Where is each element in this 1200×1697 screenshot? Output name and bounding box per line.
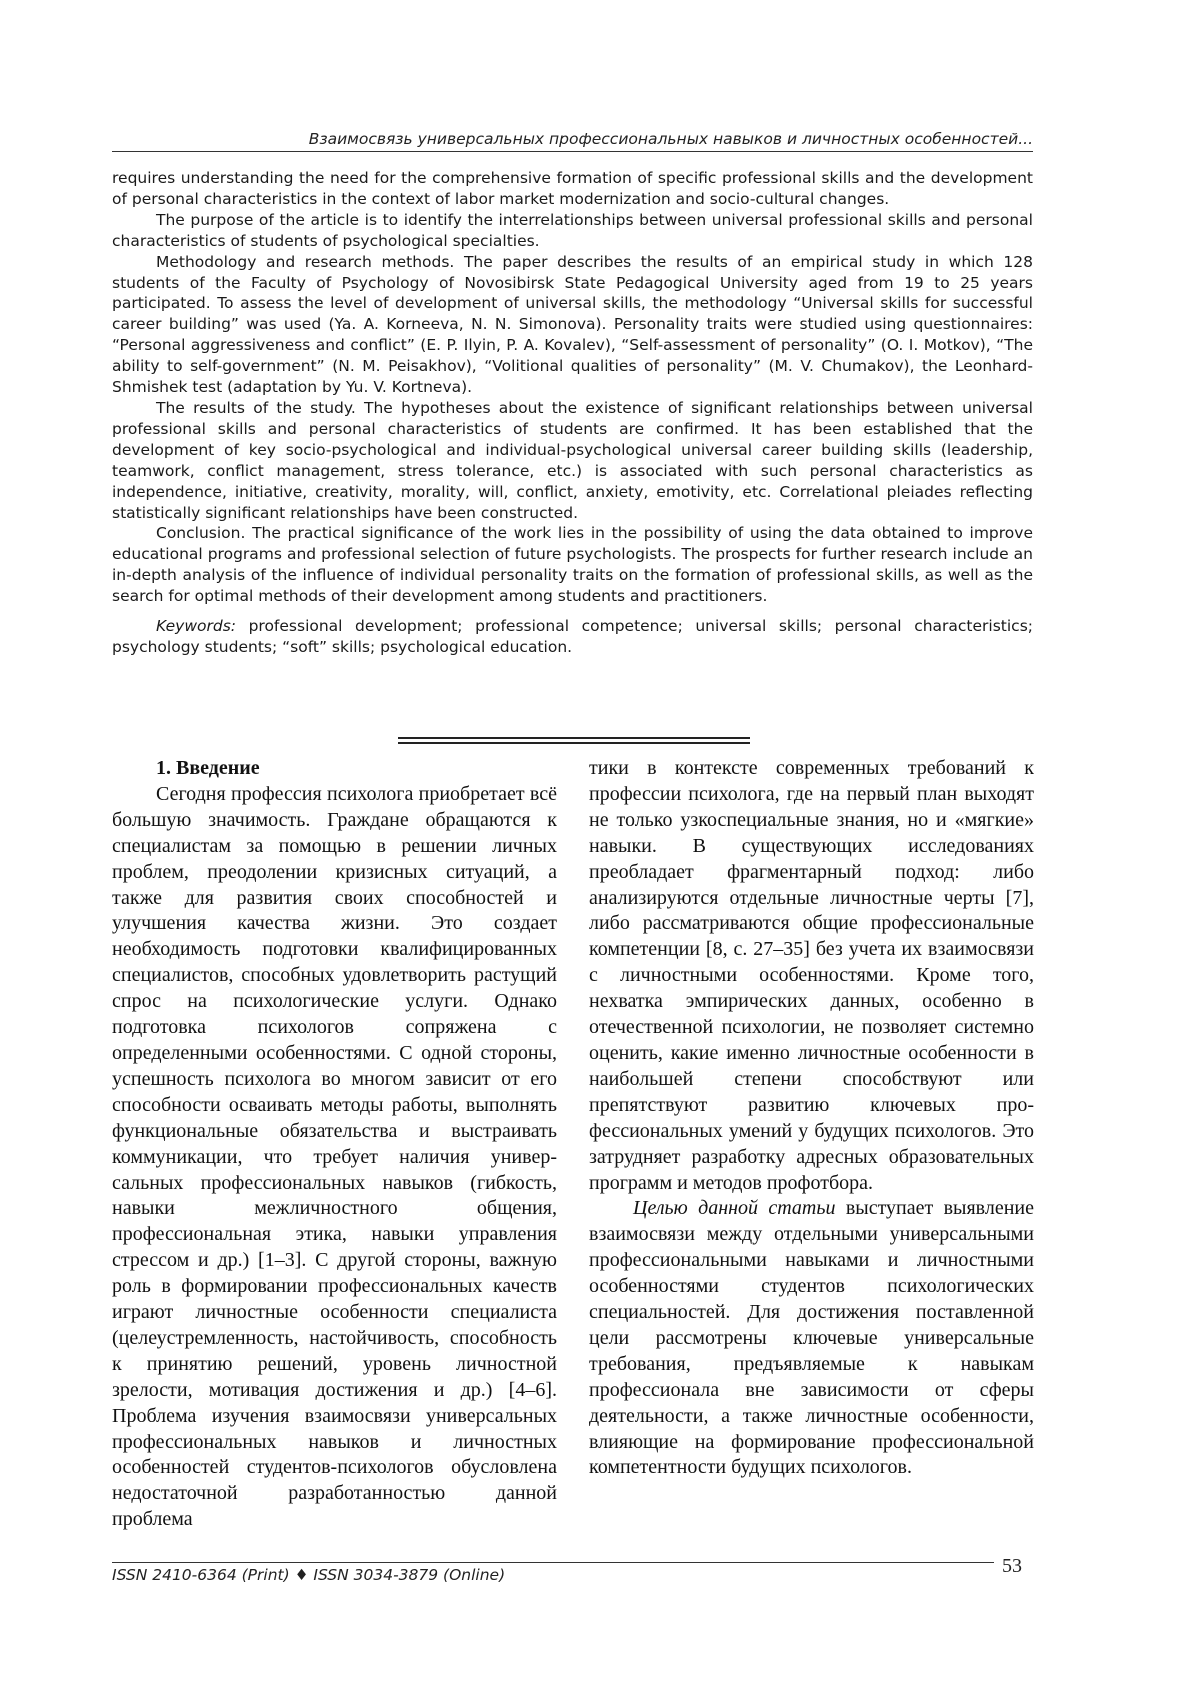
section-heading: 1. Введение [156,757,260,779]
keywords-label: Keywords: [156,617,236,636]
english-abstract [112,168,1033,658]
purpose-text: выступает выявление взаимосвязи между отдельными универсальными профессиональными навыками и личностными особенностями студентов психологических специальностей. Для достижения поставленной цели рассмотрены ключевые универсальные требования, предъявляемые к навыкам профессионала вне зависимости от сферы деятельности, а также личностные особенности, влияющие на формирование профессиональной компетентности будущих психологов. [589,1197,1034,1479]
double-rule-divider [398,737,750,744]
abstract-methodology: Methodology and research methods. The paper describes the results of an empirical study in which 128 students of the Faculty of Psychology of Novosibirsk State Pedagogical University aged from 19 to 25 years participated. To assess the level of development of universal skills, the methodology “Universal skills for successful career building” was used (Ya. A. Korneeva, N. N. Simonova). Personality traits were studied using questionnaires: “Personal aggressiveness and conflict” (E. P. Ilyin, P. A. Kovalev), “Self-assessment of personality” (O. I. Motkov), “The ability to self-government” (N. M. Peisakhov), “Volitional qualities of personality” (M. V. Chumakov), the Leonhard-Shmishek test (adaptation by Yu. V. Kortneva). [112,252,1033,397]
keywords [112,616,1033,658]
body-paragraph: Сегодня профессия психолога приобретает всё большую значимость. Граждане обращаются к специалистам за помощью в решении личных проблем, преодолении кризисных ситуаций, а также для развития своих способностей и улучшения качества жизни. Это создает необходимость подготовки квалифицированных специалистов, способных удовлетворить растущий спрос на психологические услуги. Однако подготовка психологов сопряжена с определенными особенностями. С одной стороны, успешность психолога во многом зависит от его способности осваивать методы работы, выполнять функциональные обязательства и выстраивать коммуникации, что требует наличия универсальных профессиональных навыков (гибкость, навыки межличностного общения, профессиональная этика, навыки управления стрессом и др.) [1–3]. С другой стороны, важную роль в формировании профессиональных качеств играют личностные особенности специалиста (целеустремленность, настойчивость, способность к принятию решений, уровень личностной зрелости, мотивация достижения и др.) [4–6]. Проблема изучения взаимосвязи универсальных профессиональных навыков и личностных особенностей студентов-психологов обусловлена недостаточной разработанностью данной проблема [112,782,557,1531]
right-column [589,756,1034,1481]
footer-rule [112,1562,994,1563]
footer-issn: ISSN 2410-6364 (Print) ♦ ISSN 3034-3879 (Online) [112,1566,506,1584]
running-title: Взаимосвязь универсальных профессиональных навыков и личностных особенностей... [112,130,1033,152]
body-paragraph-purpose [589,1196,1034,1481]
left-column [112,756,557,1533]
abstract-paragraph: requires understanding the need for the comprehensive formation of specific professional skills and the development of personal characteristics in the context of labor market modernization and socio-cultural changes. [112,169,1033,208]
abstract-conclusion: Conclusion. The practical significance of the work lies in the possibility of using the data obtained to improve educational programs and professional selection of future psychologists. The prospects for further research include an in-depth analysis of the influence of individual personality traits on the formation of professional skills, as well as the search for optimal methods of their development among students and practitioners. [112,524,1033,606]
abstract-results: The results of the study. The hypotheses about the existence of significant relationships between universal professional skills and personal characteristics of students are confirmed. It has been established that the development of key socio-psychological and individual-psychological universal career building skills (leadership, teamwork, conflict management, stress tolerance, etc.) is associated with such personal characteristics as independence, initiative, creativity, morality, will, conflict, anxiety, emotivity, etc. Correlational pleiades reflecting statistically significant relationships have been constructed. [112,398,1033,522]
keywords-text: professional development; professional competence; universal skills; personal characteristics; psychology students; “soft” skills; psychological education. [112,617,1033,656]
purpose-emphasis: Целью данной статьи [633,1197,836,1220]
page-number: 53 [1002,1555,1022,1577]
abstract-purpose: The purpose of the article is to identify the interrelationships between universal professional skills and personal characteristics of students of psychological specialties. [112,210,1033,250]
body-paragraph-continued: тики в контексте современных требований к профессии психолога, где на первый план выходят не только узкоспециальные знания, но и «мягкие» навыки. В существующих исследованиях преобладает фрагментарный подход: либо анализируются отдельные личностные черты [7], либо рассматриваются общие профессиональные компетенции [8, с. 27–35] без учета их взаимосвязи с личностными особенностями. Кроме того, нехватка эмпирических данных, особенно в отечественной психологии, не позволяет системно оценить, какие именно личностные особенности в наибольшей степени способствуют или препятствуют развитию ключевых профессиональных умений у будущих психологов. Это затрудняет разработку адресных образовательных программ и методов профотбора. [589,757,1034,1194]
